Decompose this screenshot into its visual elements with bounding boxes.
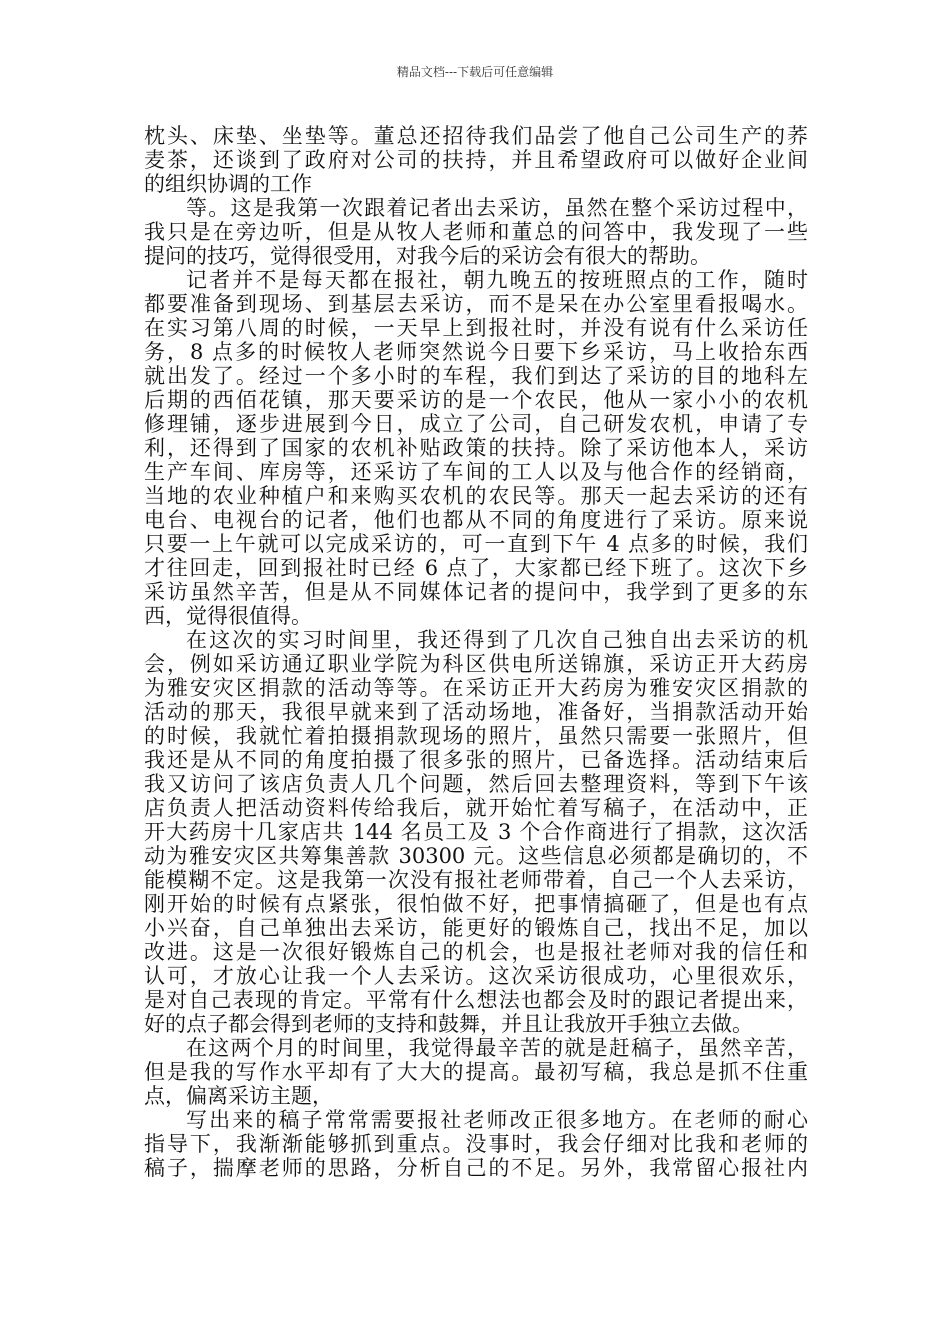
text-line: 店负责人把活动资料传给我后，就开始忙着写稿子，在活动中，正 (144, 796, 808, 820)
text-line: 利，还得到了国家的农机补贴政策的扶持。除了采访他本人，采访 (144, 436, 808, 460)
text-line: 在实习第八周的时候，一天早上到报社时，并没有说有什么采访任 (144, 316, 808, 340)
text-line: 是对自己表现的肯定。平常有什么想法也都会及时的跟记者提出来， (144, 988, 808, 1012)
text-line: 会，例如采访通辽职业学院为科区供电所送锦旗，采访正开大药房 (144, 652, 808, 676)
text-line: 后期的西佰花镇，那天要采访的是一个农民，他从一家小小的农机 (144, 388, 808, 412)
text-line: 写出来的稿子常常需要报社老师改正很多地方。在老师的耐心 (186, 1108, 808, 1132)
text-line: 我只是在旁边听，但是从牧人老师和董总的问答中，我发现了一些 (144, 220, 808, 244)
text-line: 为雅安灾区捐款的活动等等。在采访正开大药房为雅安灾区捐款的 (144, 676, 808, 700)
text-line: 我还是从不同的角度拍摄了很多张的照片，已备选择。活动结束后 (144, 748, 808, 772)
text-line: 麦茶，还谈到了政府对公司的扶持，并且希望政府可以做好企业间 (144, 148, 808, 172)
text-line: 修理铺，逐步进展到今日，成立了公司，自己研发农机，申请了专 (144, 412, 808, 436)
text-line: 枕头、床垫、坐垫等。董总还招待我们品尝了他自己公司生产的荞 (144, 124, 808, 148)
document-body (144, 124, 808, 1180)
text-line: 等。这是我第一次跟着记者出去采访，虽然在整个采访过程中， (186, 196, 808, 220)
text-line: 都要准备到现场、到基层去采访，而不是呆在办公室里看报喝水。 (144, 292, 808, 316)
text-line: 电台、电视台的记者，他们也都从不同的角度进行了采访。原来说 (144, 508, 808, 532)
text-line: 小兴奋，自己单独出去采访，能更好的锻炼自己，找出不足，加以 (144, 916, 808, 940)
text-line: 点，偏离采访主题， (144, 1084, 333, 1108)
text-line: 我又访问了该店负责人几个问题，然后回去整理资料，等到下午该 (144, 772, 808, 796)
text-line: 在这次的实习时间里，我还得到了几次自己独自出去采访的机 (186, 628, 808, 652)
text-line: 指导下，我渐渐能够抓到重点。没事时，我会仔细对比我和老师的 (144, 1132, 808, 1156)
text-line: 记者并不是每天都在报社，朝九晚五的按班照点的工作，随时 (186, 268, 808, 292)
text-line: 改进。这是一次很好锻炼自己的机会，也是报社老师对我的信任和 (144, 940, 808, 964)
text-line: 提问的技巧，觉得很受用，对我今后的采访会有很大的帮助。 (144, 244, 711, 268)
text-line: 采访虽然辛苦，但是从不同媒体记者的提问中，我学到了更多的东 (144, 580, 808, 604)
text-line: 的组织协调的工作 (144, 172, 312, 196)
text-line: 活动的那天，我很早就来到了活动场地，准备好，当捐款活动开始 (144, 700, 808, 724)
text-line: 在这两个月的时间里，我觉得最辛苦的就是赶稿子，虽然辛苦， (186, 1036, 808, 1060)
text-line: 的时候，我就忙着拍摄捐款现场的照片，虽然只需要一张照片，但 (144, 724, 808, 748)
text-line: 才往回走，回到报社时已经 6 点了，大家都已经下班了。这次下乡 (144, 556, 808, 580)
text-line: 就出发了。经过一个多小时的车程，我们到达了采访的目的地科左 (144, 364, 808, 388)
text-line: 生产车间、库房等，还采访了车间的工人以及与他合作的经销商， (144, 460, 808, 484)
text-line: 稿子，揣摩老师的思路，分析自己的不足。另外，我常留心报社内 (144, 1156, 808, 1180)
text-line: 认可，才放心让我一个人去采访。这次采访很成功，心里很欢乐， (144, 964, 808, 988)
text-line: 当地的农业种植户和来购买农机的农民等。那天一起去采访的还有 (144, 484, 808, 508)
text-line: 能模糊不定。这是我第一次没有报社老师带着，自己一个人去采访， (144, 868, 808, 892)
text-line: 只要一上午就可以完成采访的，可一直到下午 4 点多的时候，我们 (144, 532, 808, 556)
text-line: 好的点子都会得到老师的支持和鼓舞，并且让我放开手独立去做。 (144, 1012, 753, 1036)
text-line: 务，8 点多的时候牧人老师突然说今日要下乡采访，马上收拾东西 (144, 340, 808, 364)
text-line: 动为雅安灾区共筹集善款 30300 元。这些信息必须都是确切的，不 (144, 844, 808, 868)
text-line: 刚开始的时候有点紧张，很怕做不好，把事情搞砸了，但是也有点 (144, 892, 808, 916)
page-header: 精品文档---下载后可任意编辑 (396, 65, 554, 79)
text-line: 但是我的写作水平却有了大大的提高。最初写稿，我总是抓不住重 (144, 1060, 808, 1084)
text-line: 西，觉得很值得。 (144, 604, 312, 628)
text-line: 开大药房十几家店共 144 名员工及 3 个合作商进行了捐款，这次活 (144, 820, 808, 844)
